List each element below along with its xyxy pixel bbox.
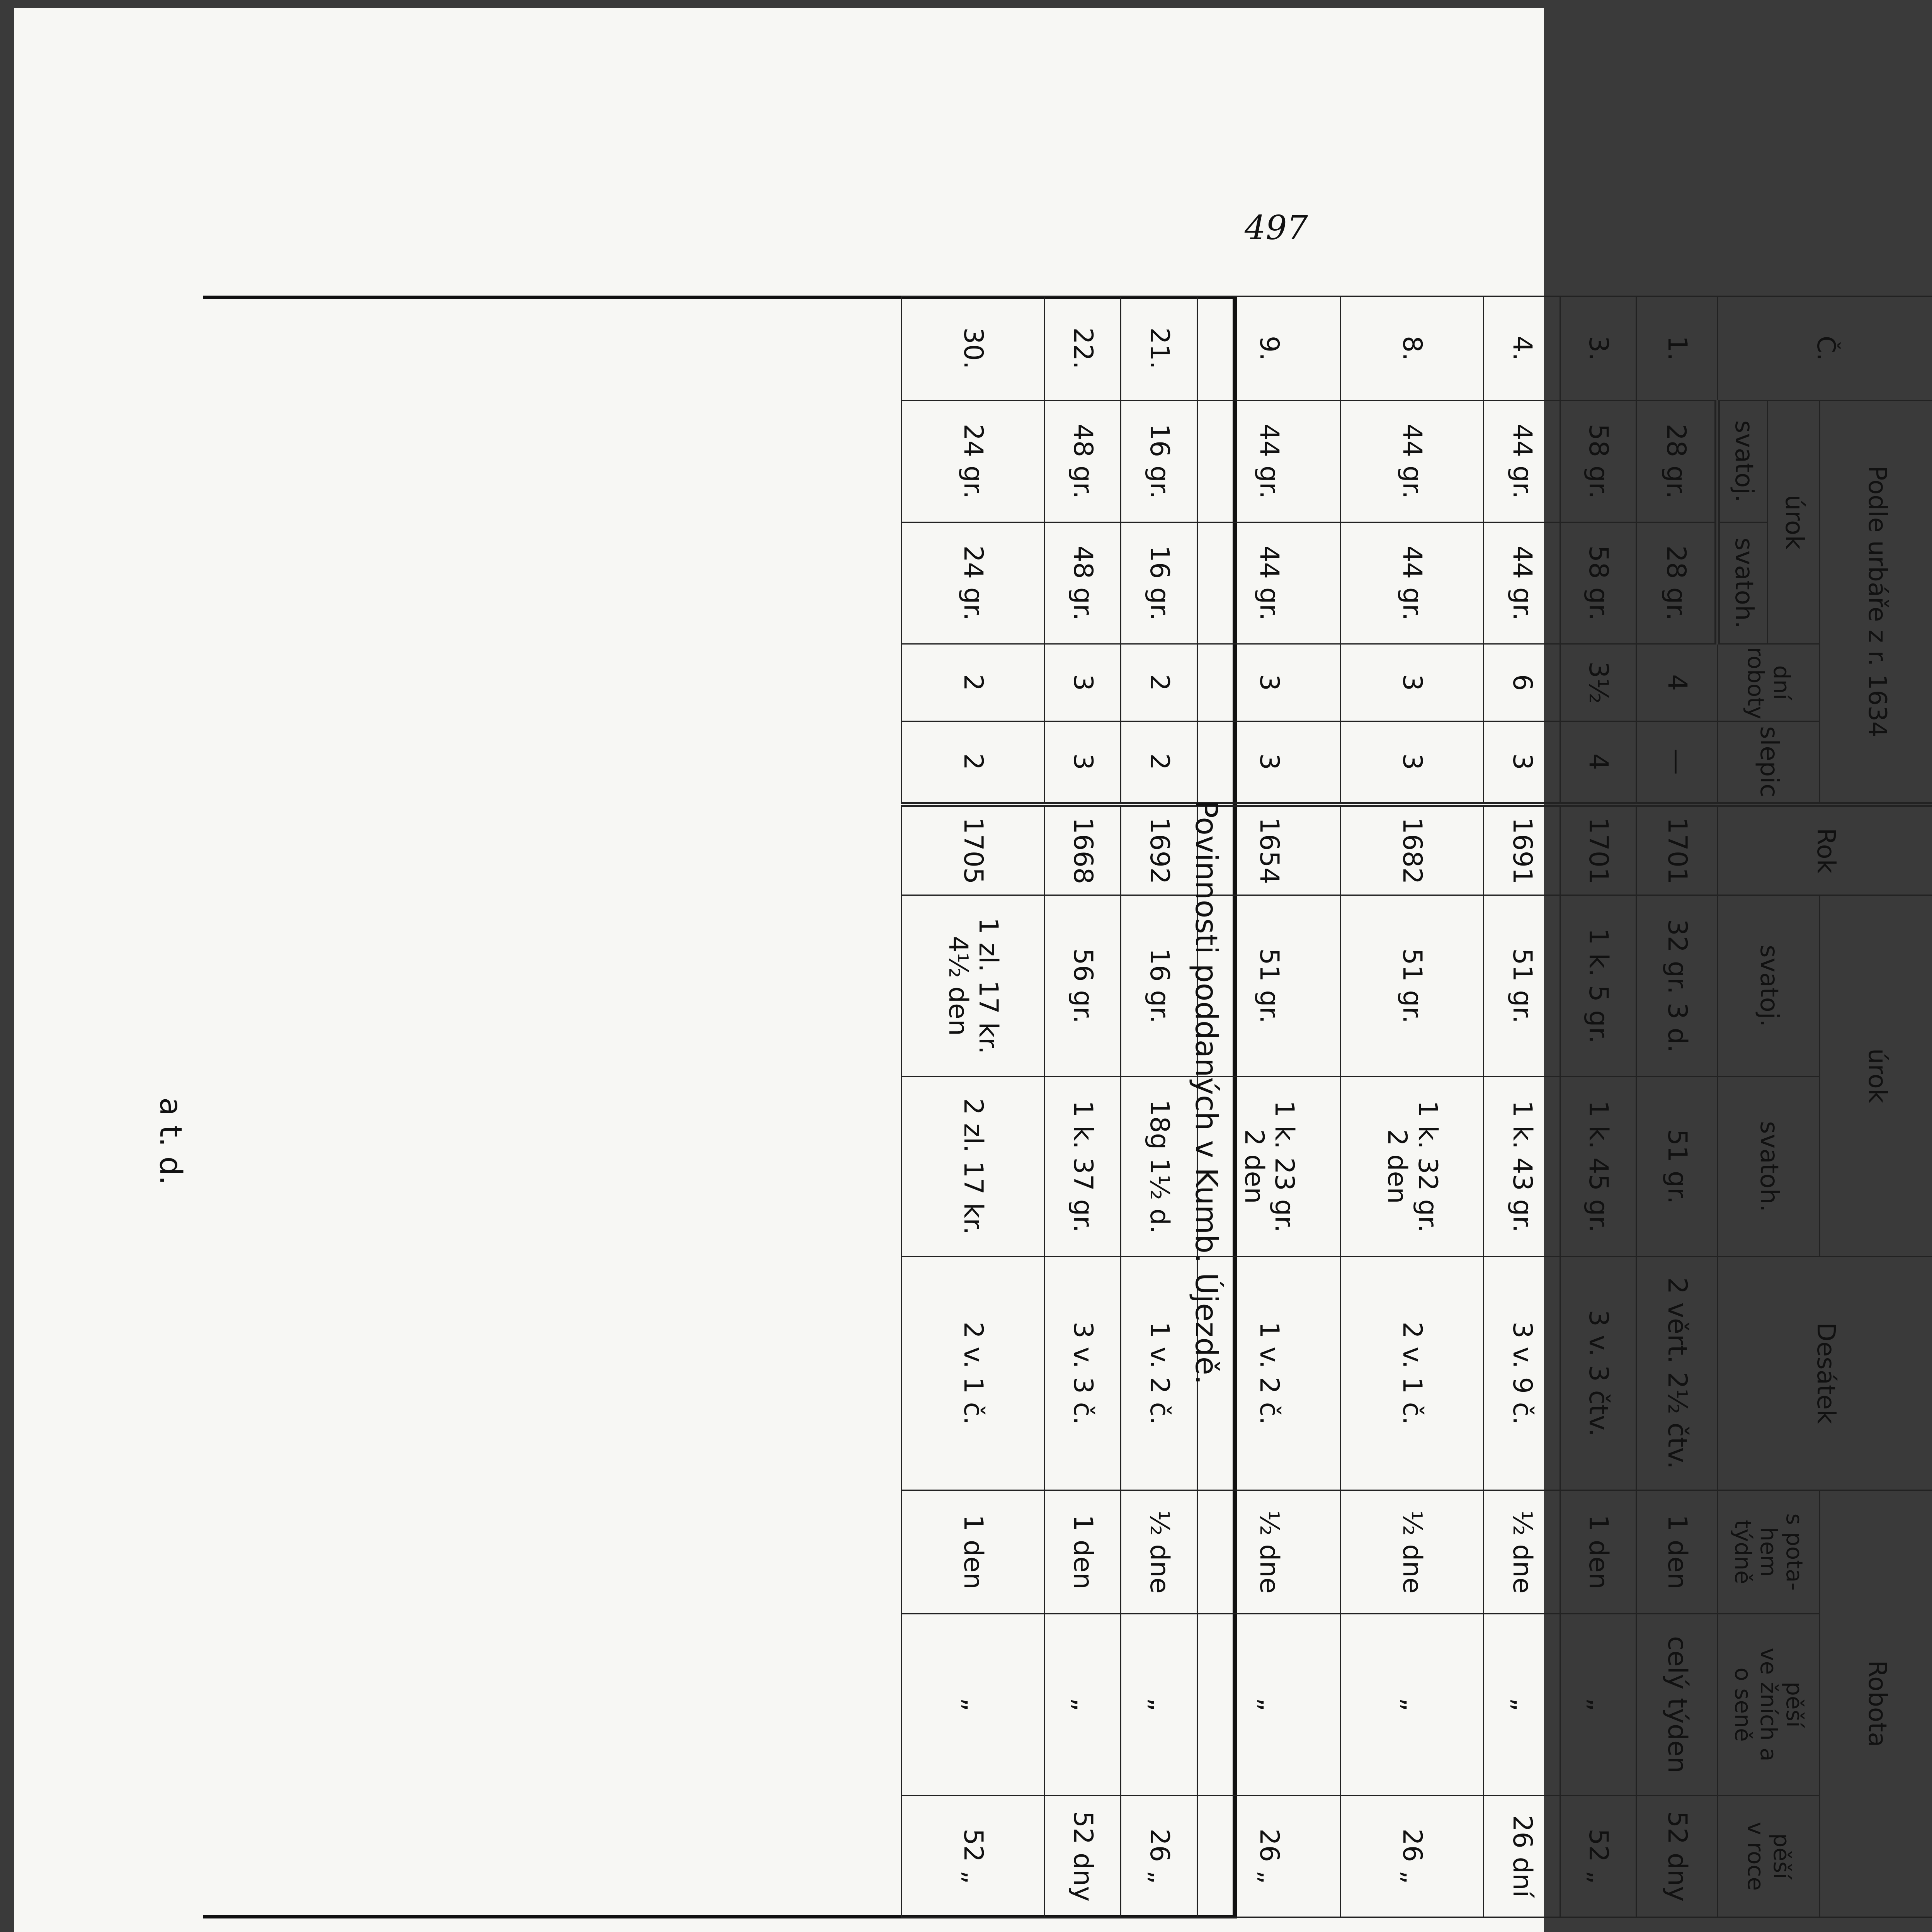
table-caption: Povinnosti poddaných v Kumb. Újezdě.	[1189, 800, 1223, 1385]
cell-potah: 1 den	[1044, 1490, 1121, 1614]
header-svatoj2: svatoj.	[1718, 895, 1820, 1077]
header-desatek: Desátek	[1718, 1257, 1932, 1490]
cell-desatek: 3 v. 3 č.	[1044, 1257, 1121, 1490]
cell-rok: 1654	[1197, 804, 1340, 895]
cell-desatek: 1 v. 2 č.	[1197, 1257, 1340, 1490]
cell-c: 4.	[1484, 296, 1560, 401]
cell-roce: 26 dní	[1484, 1796, 1560, 1917]
cell-rok: 1668	[1044, 804, 1121, 895]
cell-slepic: 2	[901, 721, 1045, 804]
cell-potah: 1 den	[1636, 1490, 1718, 1614]
cell-svatoj: 44 gr.	[1197, 401, 1340, 522]
cell-c: 3.	[1560, 296, 1636, 401]
cell-roce: 52 dny	[1044, 1796, 1121, 1917]
cell-svatoh2: 51 gr.	[1636, 1077, 1718, 1257]
cell-c: 8.	[1340, 296, 1484, 401]
cell-desatek: 1 v. 2 č.	[1121, 1257, 1197, 1490]
cell-rok: 1692	[1121, 804, 1197, 895]
header-robota: Robota	[1820, 1490, 1932, 1917]
table-row	[1560, 296, 1636, 1917]
header-pesi-zne: pěší ve žních a o seně	[1718, 1614, 1820, 1796]
cell-zne: „	[901, 1614, 1045, 1796]
obligations-table-rotated	[901, 296, 1932, 1917]
cell-desatek: 2 v. 1 č.	[1340, 1257, 1484, 1490]
cell-rok: 1705	[901, 804, 1045, 895]
cell-svatoh: 58 gr.	[1560, 522, 1636, 644]
header-svatoj1: svatoj.	[1718, 401, 1768, 522]
cell-svatoh2: 1 k. 37 gr.	[1044, 1077, 1121, 1257]
header-urok2: úrok	[1820, 895, 1932, 1257]
cell-svatoj2: 16 gr.	[1121, 895, 1197, 1077]
cell-slepic: 3	[1484, 721, 1560, 804]
obligations-table	[901, 296, 1932, 1918]
cell-slepic: 3	[1197, 721, 1340, 804]
cell-svatoj2: 56 gr.	[1044, 895, 1121, 1077]
cell-svatoh: 16 gr.	[1121, 522, 1197, 644]
cell-svatoh: 44 gr.	[1197, 522, 1340, 644]
cell-dni: 4	[1636, 644, 1718, 721]
cell-c: 9.	[1197, 296, 1340, 401]
table-row	[1121, 296, 1197, 1917]
cell-svatoh: 44 gr.	[1340, 522, 1484, 644]
cell-potah: ½ dne	[1121, 1490, 1197, 1614]
header-dni-roboty: dní roboty	[1718, 644, 1820, 721]
cell-roce: 52 dny	[1636, 1796, 1718, 1917]
cell-desatek: 2 v. 1 č.	[901, 1257, 1045, 1490]
cell-svatoj2: 1 k. 5 gr.	[1560, 895, 1636, 1077]
cell-dni: 3½	[1560, 644, 1636, 721]
cell-zne: „	[1121, 1614, 1197, 1796]
cell-c: 1.	[1636, 296, 1718, 401]
cell-svatoh: 28 gr.	[1636, 522, 1718, 644]
cell-dni: 3	[1340, 644, 1484, 721]
cell-slepic: —	[1636, 721, 1718, 804]
cell-svatoj2: 1 zl. 17 kr. 4½ den	[901, 895, 1045, 1077]
cell-roce: 52 „	[901, 1796, 1045, 1917]
header-rok: Rok	[1718, 804, 1932, 895]
continuation-note: a t. d.	[153, 1097, 188, 1185]
cell-svatoh2: 18g 1½ d.	[1121, 1077, 1197, 1257]
cell-rok: 1701	[1636, 804, 1718, 895]
table-row	[1484, 296, 1560, 1917]
cell-svatoj2: 32 gr. 3 d.	[1636, 895, 1718, 1077]
cell-potah: ½ dne	[1484, 1490, 1560, 1614]
header-c: Č.	[1718, 296, 1932, 401]
cell-slepic: 3	[1044, 721, 1121, 804]
cell-svatoj: 24 gr.	[901, 401, 1045, 522]
table-row	[1044, 296, 1121, 1917]
cell-roce: 26 „	[1197, 1796, 1340, 1917]
cell-dni: 3	[1197, 644, 1340, 721]
cell-svatoj: 16 gr.	[1121, 401, 1197, 522]
cell-svatoh: 24 gr.	[901, 522, 1045, 644]
header-pesi-roce: pěší v roce	[1718, 1796, 1820, 1917]
cell-desatek: 3 v. 3 čtv.	[1560, 1257, 1636, 1490]
table-row	[901, 296, 1045, 1917]
cell-svatoh2: 1 k. 23 gr. 2 den	[1197, 1077, 1340, 1257]
cell-potah: 1 den	[901, 1490, 1045, 1614]
cell-dni: 6	[1484, 644, 1560, 721]
cell-zne: „	[1560, 1614, 1636, 1796]
header-svatoh1: svatoh.	[1718, 522, 1768, 644]
cell-svatoh2: 1 k. 43 gr.	[1484, 1077, 1560, 1257]
cell-dni: 3	[1044, 644, 1121, 721]
cell-zne: celý týden	[1636, 1614, 1718, 1796]
page-number: 497	[1245, 209, 1308, 247]
cell-svatoj: 44 gr.	[1484, 401, 1560, 522]
cell-c: 30.	[901, 296, 1045, 401]
cell-rok: 1691	[1484, 804, 1560, 895]
cell-dni: 2	[1121, 644, 1197, 721]
cell-roce: 52 „	[1560, 1796, 1636, 1917]
cell-svatoj2: 51 gr.	[1340, 895, 1484, 1077]
cell-slepic: 2	[1121, 721, 1197, 804]
cell-svatoj2: 51 gr.	[1197, 895, 1340, 1077]
header-urok1: úrok	[1768, 401, 1820, 644]
cell-c: 22.	[1044, 296, 1121, 401]
cell-svatoh2: 1 k. 45 gr.	[1560, 1077, 1636, 1257]
header-svatoh2: svatoh.	[1718, 1077, 1820, 1257]
header-s-potahem: s pota- hem týdně	[1718, 1490, 1820, 1614]
table-row	[1340, 296, 1484, 1917]
page-sheet	[14, 8, 1891, 1932]
cell-potah: ½ dne	[1340, 1490, 1484, 1614]
cell-svatoj: 28 gr.	[1636, 401, 1718, 522]
cell-zne: „	[1044, 1614, 1121, 1796]
cell-dni: 2	[901, 644, 1045, 721]
cell-svatoj: 58 gr.	[1560, 401, 1636, 522]
cell-desatek: 2 věrt. 2½ čtv.	[1636, 1257, 1718, 1490]
cell-c: 21.	[1121, 296, 1197, 401]
cell-svatoh: 48 gr.	[1044, 522, 1121, 644]
cell-slepic: 3	[1340, 721, 1484, 804]
cell-zne: „	[1484, 1614, 1560, 1796]
cell-desatek: 3 v. 9 č.	[1484, 1257, 1560, 1490]
table-row	[1636, 296, 1718, 1917]
cell-zne: „	[1197, 1614, 1340, 1796]
cell-svatoj: 48 gr.	[1044, 401, 1121, 522]
header-podle: Podle urbáře z r. 1634	[1820, 401, 1932, 804]
cell-svatoh: 44 gr.	[1484, 522, 1560, 644]
cell-rok: 1701	[1560, 804, 1636, 895]
cell-roce: 26 „	[1121, 1796, 1197, 1917]
header-slepic: slepic	[1718, 721, 1820, 804]
cell-slepic: 4	[1560, 721, 1636, 804]
cell-roce: 26 „	[1340, 1796, 1484, 1917]
cell-svatoh2: 1 k. 32 gr. 2 den	[1340, 1077, 1484, 1257]
cell-svatoj: 44 gr.	[1340, 401, 1484, 522]
cell-zne: „	[1340, 1614, 1484, 1796]
cell-potah: ½ dne	[1197, 1490, 1340, 1614]
cell-svatoj2: 51 gr.	[1484, 895, 1560, 1077]
cell-potah: 1 den	[1560, 1490, 1636, 1614]
cell-rok: 1682	[1340, 804, 1484, 895]
cell-svatoh2: 2 zl. 17 kr.	[901, 1077, 1045, 1257]
